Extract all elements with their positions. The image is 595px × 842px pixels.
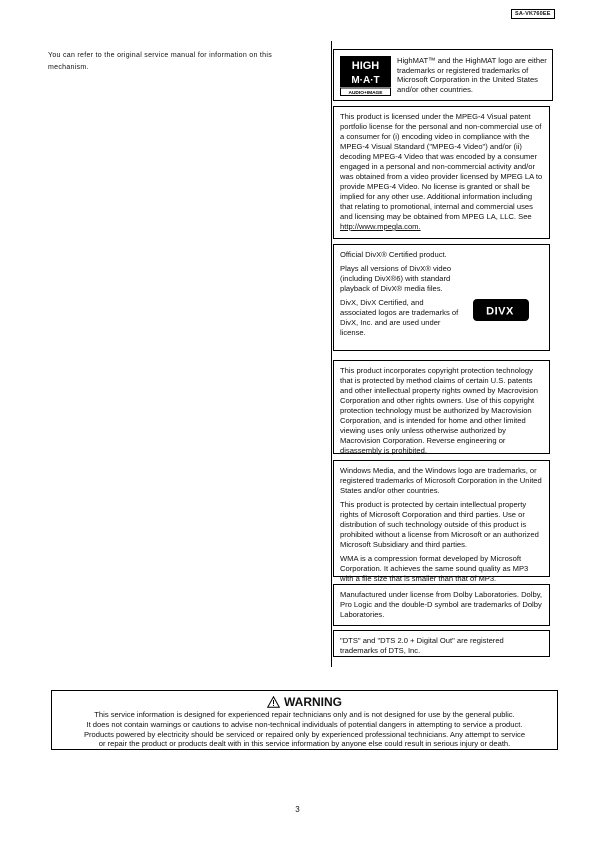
divx-logo-text: DIVX	[486, 305, 514, 318]
divx-certified-text: Official DivX® Certified product.	[340, 250, 447, 259]
macrovision-text: This product incorporates copyright protection technology that is protected by method claims of certain U.S. patents and other intellectual property rights owned by Macrovision Corporation and other rights owners. Use of this copyright protection technology must be authorized by Macrovision Corporation, and is intended for home and other limited viewing uses only unless otherwise authorized by Macrovision Corporation. Reverse engineering or disassembly is prohibited.	[340, 366, 538, 455]
divx-playback-text: Plays all versions of DivX® video (including DivX®6) with standard playback of DivX® media files.	[340, 264, 452, 293]
highmat-text: HighMAT™ and the HighMAT logo are either trademarks or registered trademarks of Microsoft Corporation in the United States and/or other countries.	[397, 56, 547, 94]
warning-line-1: This service information is designed for experienced repair technicians only and is not designed for use by the general public.	[94, 710, 515, 719]
highmat-logo-middle: M·A·T	[351, 75, 380, 86]
windows-media-notice	[333, 460, 550, 583]
warning-box	[51, 690, 558, 750]
mpegla-link[interactable]: http://www.mpegla.com.	[340, 222, 421, 231]
dts-text: "DTS" and "DTS 2.0 + Digital Out" are registered trademarks of DTS, Inc.	[340, 636, 504, 655]
divx-trademark-text: DivX, DivX Certified, and associated logos are trademarks of DivX, Inc. and are used under license.	[340, 298, 459, 337]
warning-line-4: or repair the product or products dealt with in this service information by anyone else could result in serious injury or death.	[98, 739, 511, 749]
wma-format-text: WMA is a compression format developed by Microsoft Corporation. It achieves the same sound quality as MP3 with a file size that is smaller than that of MP3.	[340, 554, 529, 583]
highmat-logo	[340, 56, 391, 96]
mpeg4-notice	[333, 106, 550, 239]
warning-heading	[52, 695, 557, 709]
mechanism-note: You can refer to the original service manual for information on this mechanism.	[48, 52, 273, 71]
macrovision-notice	[333, 360, 550, 454]
windows-media-trademark-text: Windows Media, and the Windows logo are trademarks, or registered trademarks of Microsoft Corporation in the United States and/or other countries.	[340, 466, 542, 495]
warning-triangle-icon	[267, 696, 280, 708]
divx-notice	[333, 244, 550, 351]
dolby-text: Manufactured under license from Dolby Laboratories. Dolby, Pro Logic and the double-D symbol are trademarks of Dolby Laboratories.	[340, 590, 543, 619]
highmat-logo-top: HIGH	[351, 60, 380, 72]
column-divider	[331, 41, 332, 667]
warning-line-3: Products powered by electricity should be serviced or repaired only by experienced professional technicians. Any attempt to service	[83, 729, 526, 739]
highmat-notice	[333, 49, 553, 101]
warning-line-2: It does not contain warnings or cautions to advise non-technical individuals of potential dangers in attempting to service a product.	[86, 719, 523, 729]
windows-media-protection-text: This product is protected by certain intellectual property rights of Microsoft Corporation and third parties. Use or distribution of such technology outside of this product is prohibited without a license from Microsoft or an authorized Microsoft Subsidiary and third parties.	[340, 500, 539, 549]
dolby-notice	[333, 584, 550, 626]
warning-title: WARNING	[284, 695, 342, 709]
divx-logo	[473, 299, 529, 321]
page-number: 3	[295, 805, 300, 814]
mpeg4-body: This product is licensed under the MPEG-4 Visual patent portfolio license for the personal and non-commercial use of a consumer for (i) encoding video in compliance with the MPEG-4 Visual Standard ("MPEG-4 Video") and/or (ii) decoding MPEG-4 Video that was encoded by a consumer engaged in a personal and non-commercial activity and/or was obtained from a video provider licensed by MPEG LA to provide MPEG-4 Video. No license is granted or shall be implied for any other use. Additional information including that relating to promotional, internal and commercial uses and licensing may be obtained from MPEG LA, LLC. See	[340, 112, 543, 221]
highmat-logo-bottom: AUDIO+IMAGE	[348, 91, 383, 96]
model-number: SA-VK760EE	[511, 9, 555, 19]
mpeg4-text	[340, 112, 543, 232]
dts-notice	[333, 630, 550, 657]
